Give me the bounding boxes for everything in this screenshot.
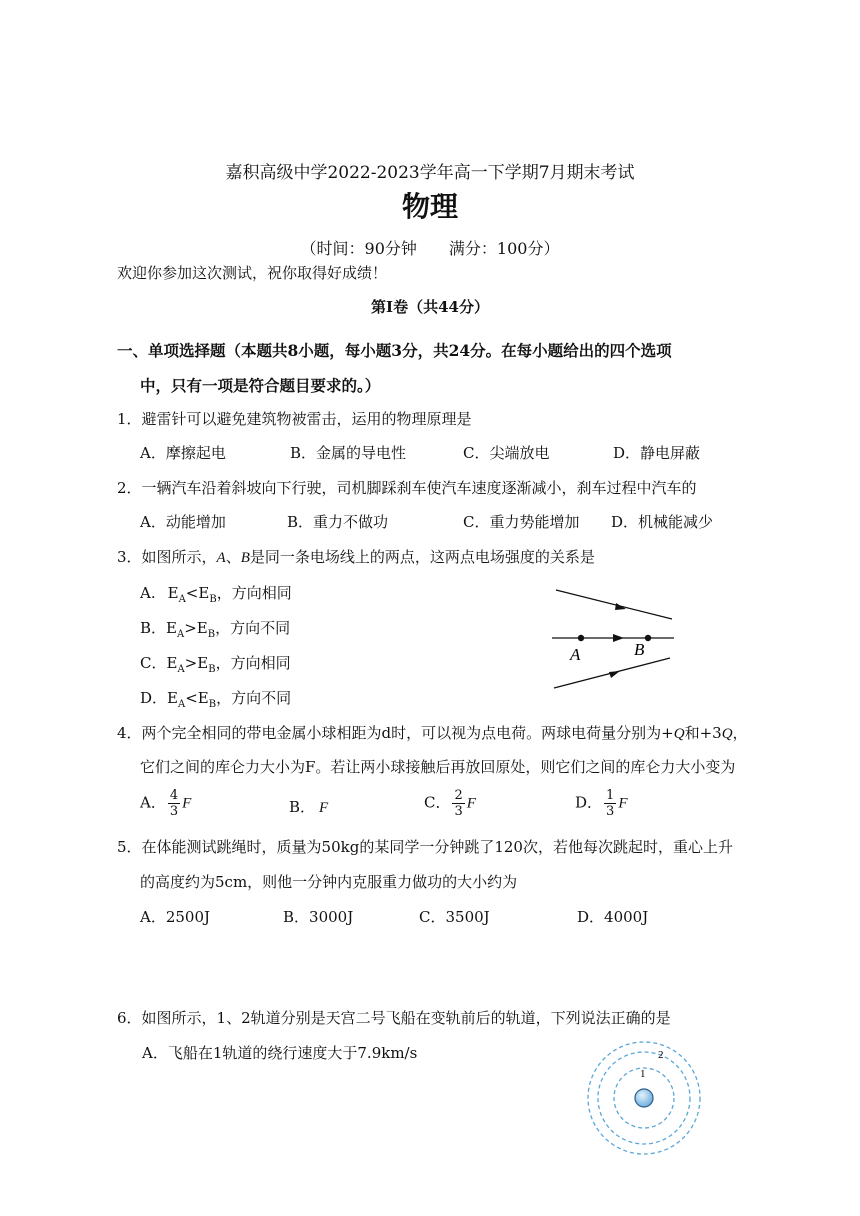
q3-e-letter: E bbox=[196, 619, 208, 637]
section-heading-line2: 中，只有一项是符合题目要求的。） bbox=[140, 376, 381, 395]
q4-line1-text: 4．两个完全相同的带电金属小球相距为d时，可以视为点电荷。两球电荷量分别为+ bbox=[117, 724, 674, 742]
q4-option-d-denominator: 3 bbox=[606, 804, 615, 819]
q3-sub-b: B bbox=[208, 664, 216, 675]
field-line-top bbox=[556, 590, 672, 619]
q3-e-letter: E bbox=[198, 584, 210, 602]
q3-option-d bbox=[140, 687, 291, 710]
subject-title: 物理 bbox=[401, 190, 458, 223]
section-heading-line1: 一、单项选择题（本题共8小题，每小题3分，共24分。在每小题给出的四个选项 bbox=[117, 341, 672, 360]
q2-option-b: B．重力不做功 bbox=[287, 513, 389, 531]
q3-sub-a: A bbox=[177, 699, 186, 710]
q4-charge-q: Q bbox=[673, 726, 685, 742]
time-info: （时间：90分钟 满分：100分） bbox=[300, 239, 560, 258]
orbit-diagram bbox=[584, 1038, 704, 1158]
q4-option-d bbox=[575, 788, 627, 819]
q3-option-a-ea bbox=[167, 584, 186, 605]
q3-sub-a: A bbox=[178, 594, 186, 605]
q3-option-c-letter: C． bbox=[140, 654, 167, 672]
q3-option-b-direction: ，方向不同 bbox=[215, 619, 291, 637]
q5-option-c: C．3500J bbox=[419, 908, 490, 926]
orbit-1-label: 1 bbox=[640, 1068, 646, 1080]
q4-option-b-var: F bbox=[319, 800, 329, 816]
orbit-2-label: 2 bbox=[658, 1049, 664, 1061]
q3-stem bbox=[117, 546, 595, 567]
q3-sub-b: B bbox=[208, 699, 217, 710]
q3-option-b bbox=[140, 617, 290, 640]
point-a-label: A bbox=[570, 645, 581, 664]
q4-line1 bbox=[117, 722, 748, 743]
q4-option-a-letter: A． bbox=[140, 793, 166, 812]
q3-stem-separator: 、 bbox=[225, 548, 241, 566]
q4-option-d-letter: D． bbox=[575, 793, 603, 812]
q3-e-letter: E bbox=[197, 654, 209, 672]
q4-line2: 它们之间的库仑力大小为F。若让两小球接触后再放回原处，则它们之间的库仑力大小变为 bbox=[140, 758, 736, 776]
q3-option-a-direction: ，方向相同 bbox=[216, 584, 292, 602]
q4-option-c-letter: C． bbox=[424, 793, 451, 812]
q3-e-letter: E bbox=[167, 689, 178, 707]
q3-stem-point-b: B bbox=[240, 550, 250, 566]
q4-option-c-denominator: 3 bbox=[454, 804, 463, 819]
q3-e-letter: E bbox=[197, 689, 209, 707]
q4-charge-3q: Q bbox=[721, 726, 733, 742]
point-a-dot bbox=[578, 635, 584, 641]
q4-option-b bbox=[289, 796, 328, 817]
q2-option-a: A．动能增加 bbox=[140, 513, 226, 531]
q2-stem: 2．一辆汽车沿着斜坡向下行驶，司机脚踩刹车使汽车速度逐渐减小，刹车过程中汽车的 bbox=[117, 479, 697, 497]
q3-sub-a: A bbox=[177, 664, 185, 675]
volume-heading: 第Ⅰ卷（共44分） bbox=[371, 298, 489, 316]
q4-option-a-denominator: 3 bbox=[169, 804, 179, 819]
q2-option-d: D．机械能减少 bbox=[611, 513, 714, 531]
q3-e-letter: E bbox=[166, 654, 178, 672]
q6-option-a: A．飞船在1轨道的绕行速度大于7.9km/s bbox=[142, 1044, 418, 1062]
q4-option-a-var: F bbox=[182, 795, 192, 812]
q3-option-a-letter: A. bbox=[140, 584, 156, 602]
field-arrow-bottom bbox=[609, 671, 620, 678]
q3-option-c bbox=[140, 652, 291, 675]
q4-option-a-fraction bbox=[168, 788, 180, 819]
q3-stem-suffix: 是同一条电场线上的两点，这两点电场强度的关系是 bbox=[249, 548, 595, 566]
q4-option-c-numerator: 2 bbox=[454, 788, 463, 803]
q3-option-d-direction: ，方向不同 bbox=[216, 689, 292, 707]
q2-option-c: C．重力势能增加 bbox=[463, 513, 580, 531]
q1-option-c: C．尖端放电 bbox=[463, 444, 550, 462]
q5-option-d: D．4000J bbox=[577, 908, 649, 926]
q3-stem-prefix: 3．如图所示， bbox=[117, 548, 217, 566]
q1-option-b: B．金属的导电性 bbox=[290, 444, 407, 462]
q5-option-a: A．2500J bbox=[140, 908, 211, 926]
q4-option-d-numerator: 1 bbox=[606, 788, 615, 803]
q3-option-c-relation: > bbox=[184, 654, 198, 672]
exam-title: 嘉积高级中学2022-2023学年高一下学期7月期末考试 bbox=[225, 163, 635, 183]
q1-option-a: A．摩擦起电 bbox=[140, 444, 226, 462]
q3-option-b-letter: B． bbox=[140, 619, 167, 637]
q3-stem-point-a: A bbox=[216, 550, 226, 566]
q3-e-letter: E bbox=[167, 584, 179, 602]
q3-option-a-relation: < bbox=[185, 584, 199, 602]
q3-option-c-direction: ，方向相同 bbox=[215, 654, 291, 672]
electric-field-diagram bbox=[548, 584, 680, 694]
q4-option-c-var: F bbox=[466, 795, 476, 812]
q4-option-b-letter: B． bbox=[289, 798, 316, 816]
q5-option-b: B．3000J bbox=[283, 908, 354, 926]
q3-option-d-letter: D． bbox=[140, 689, 168, 707]
q3-e-letter: E bbox=[166, 619, 177, 637]
q3-option-a-eb bbox=[198, 584, 217, 605]
q4-line1-mid: 和+3 bbox=[684, 724, 722, 742]
q4-option-c-fraction bbox=[452, 788, 464, 819]
point-b-label: B bbox=[634, 640, 645, 659]
field-arrow-middle bbox=[613, 634, 624, 642]
q4-option-d-fraction bbox=[604, 788, 616, 819]
q4-option-c bbox=[424, 788, 476, 819]
q3-sub-b: B bbox=[207, 629, 216, 640]
q3-sub-b: B bbox=[209, 594, 217, 605]
q3-option-a bbox=[140, 582, 292, 605]
q3-sub-a: A bbox=[176, 629, 185, 640]
q4-option-d-var: F bbox=[618, 795, 628, 812]
q5-line2: 的高度约为5cm，则他一分钟内克服重力做功的大小约为 bbox=[140, 873, 518, 891]
q6-stem: 6．如图所示，1、2轨道分别是天宫二号飞船在变轨前后的轨道，下列说法正确的是 bbox=[117, 1009, 671, 1027]
q4-line1-end: ， bbox=[732, 724, 748, 742]
planet bbox=[635, 1089, 653, 1107]
q5-line1: 5．在体能测试跳绳时，质量为50kg的某同学一分钟跳了120次，若他每次跳起时，重心上升 bbox=[117, 838, 733, 856]
greeting: 欢迎你参加这次测试，祝你取得好成绩！ bbox=[117, 264, 388, 282]
q1-stem: 1．避雷针可以避免建筑物被雷击，运用的物理原理是 bbox=[117, 410, 472, 428]
q3-option-d-relation: < bbox=[185, 689, 198, 707]
q1-option-d: D．静电屏蔽 bbox=[613, 444, 701, 462]
q4-option-a bbox=[140, 788, 191, 819]
q4-option-a-numerator: 4 bbox=[169, 788, 179, 803]
point-b-dot bbox=[645, 635, 651, 641]
q3-option-b-relation: > bbox=[184, 619, 197, 637]
